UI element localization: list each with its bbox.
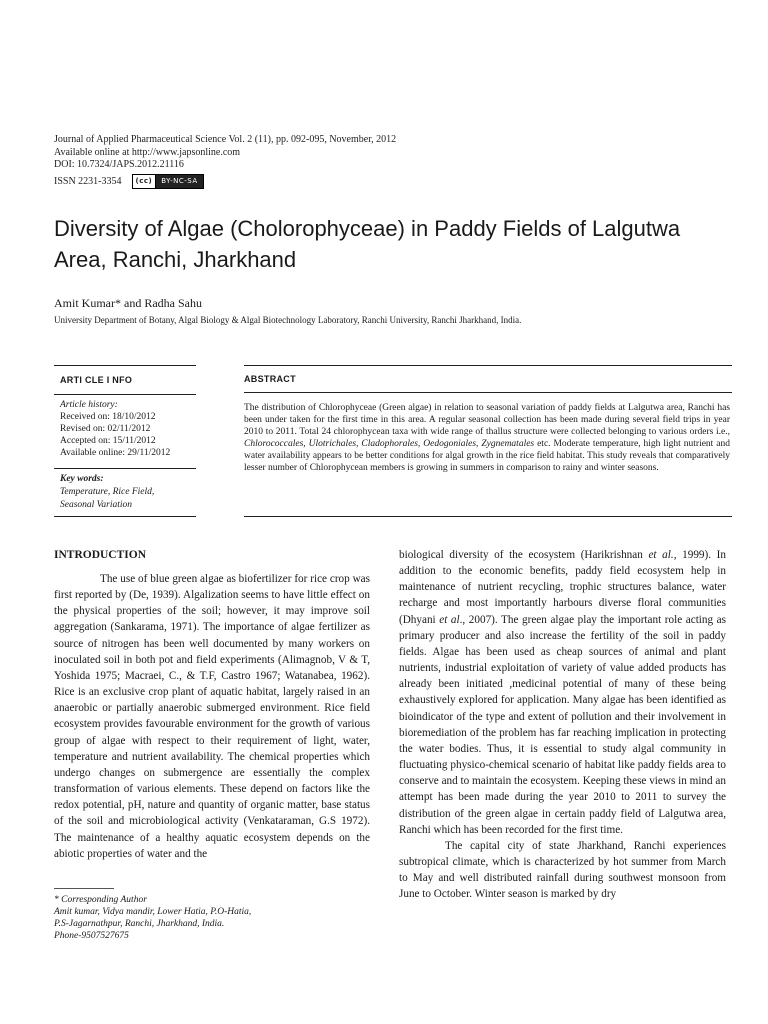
info-top-rule: [54, 365, 196, 366]
footnote-line-1: * Corresponding Author: [54, 895, 147, 905]
intro-right-column: [399, 547, 726, 902]
info-bottom-rule: [54, 516, 196, 517]
intro-left-column: [54, 571, 370, 862]
abstract-text-2: etc. Moderate temperature, high light nutrient and water availability appears to be better conditions for algal growth in the rice field habitat. This study reveals that comparatively lesser number of Chlorophycean members is growing in summers in comparison to rainy and winter seasons.: [244, 439, 730, 474]
abstract-top-rule: [244, 365, 732, 366]
cc-license-badge: [132, 174, 204, 189]
affiliation: University Department of Botany, Algal Biology & Algal Biotechnology Laboratory, Ranchi University, Ranchi Jharkhand, India.: [54, 315, 522, 325]
intro-text-b: , 1999). In addition to the economic benefits, paddy field ecosystem help in maintenance of nutrient recycling, trophic structures balance, water recharge and most importantly harbours diverse floral communities (Dhyani: [399, 549, 726, 626]
authors: Amit Kumar* and Radha Sahu: [54, 296, 202, 310]
footnote-line-4: Phone-9507527675: [54, 931, 129, 941]
introduction-heading: INTRODUCTION: [54, 549, 147, 561]
article-history: [60, 399, 170, 459]
online-date: Available online: 29/11/2012: [60, 448, 171, 458]
keywords-line-2: Seasonal Variation: [60, 500, 133, 510]
et-al-2: et al: [439, 613, 460, 626]
abstract-body: [244, 402, 730, 475]
abstract-bottom-rule: [244, 516, 732, 517]
doi-line: DOI: 10.7324/JAPS.2012.21116: [54, 159, 184, 170]
footnote-rule: [54, 888, 114, 889]
intro-paragraph-1: The use of blue green algae as biofertilizer for rice crop was first reported by (De, 1939). Algalization seems to have little effect on the physical properties of the soil; however, it may improve soil aggregation (Sankarama, 1971). The importance of algae fertilizer as source of nitrogen has been well documented by many workers on inoculated soil in both pot and field experiments (Alimagnob, V & T, Yoshida 1975; Macraei, C., & T.F, Castro 1967; Watanabea, 1962). Rice is an exclusive crop plant of aquatic habitat, largely raised in an anaerobic or partially anaerobic submerged environment. Rice field ecosystem provides favourable environment for the growth of various group of algae with respect to their requirement of light, water, temperature and nutrient availability. The chemical properties which undergo changes on submergence are essentially the complex transformation of various elements. These depend on factors like the redox potential, pH, nature and quantity of organic matter, base status of the soil and microbiological activity (Venkataraman, G.S 1972). The maintenance of a healthy aquatic ecosystem depends on the abiotic properties of water and the: [54, 573, 370, 860]
intro-text-a: biological diversity of the ecosystem (Harikrishnan: [399, 549, 649, 561]
keywords-line-1: Temperature, Rice Field,: [60, 487, 155, 497]
abstract-orders: Chlorococcales, Ulotrichales, Cladophorales, Oedogoniales, Zygnematales: [244, 439, 535, 450]
history-label: Article history:: [60, 400, 118, 410]
issn-line: ISSN 2231-3354: [54, 176, 122, 187]
intro-text-c: ., 2007). The green algae play the important role acting as primary producer and also increase the fertility of the soil in paddy fields. Algae has been used as cheap sources of animal and plant nutrients, industrial exploitation of variety of value added products has already been initiated ,medicinal potential of many of these being exhaustively explored for application. Many algae has been identified as bioindicator of the type and extent of pollution and their involvement in bioremediation of the problem has far reaching implication in protecting the water bodies. Thus, it is essential to study algal community in fluctuating physico-chemical scenario of habitat like paddy fields area to conserve and to maintain the ecosystem. Keeping these views in mind an attempt has been made during the year 2010 to 2011 to survey the distribution of the green algae in certain paddy field of Lalgutwa area, Ranchi which has been recorded for the first time.: [399, 613, 726, 836]
article-info-heading: ARTI CLE I NFO: [60, 375, 133, 385]
intro-paragraph-3: The capital city of state Jharkhand, Ranchi experiences subtropical climate, which is characterized by hot summer from March to May and well distributed rainfall during southwest monsoon from June to October. Winter season is marked by dry: [399, 839, 726, 901]
received-date: Received on: 18/10/2012: [60, 412, 156, 422]
footnote-line-2: Amit kumar, Vidya mandir, Lower Hatia, P.O-Hatia,: [54, 907, 252, 917]
abstract-heading: ABSTRACT: [244, 374, 296, 384]
abstract-head-rule: [244, 392, 732, 393]
keywords-label: Key words:: [60, 474, 104, 484]
keywords-block: [60, 473, 154, 512]
footnote: [54, 894, 251, 942]
info-mid-rule: [54, 468, 196, 469]
abstract-text-1: The distribution of Chlorophyceae (Green algae) in relation to seasonal variation of paddy fields at Lalgutwa area, Ranchi has been under taken for the first time in this area. A regular seasonal collection has been made during several field trips in year 2010 to 2011. Total 24 chlorophycean taxa with wide range of thallus structure were collected belonging to various orders i.e.,: [244, 403, 730, 438]
info-head-rule: [54, 394, 196, 395]
accepted-date: Accepted on: 15/11/2012: [60, 436, 156, 446]
footnote-line-3: P.S-Jagarnathpur, Ranchi, Jharkhand, India.: [54, 919, 225, 929]
issn-row: [54, 174, 204, 189]
revised-date: Revised on: 02/11/2012: [60, 424, 151, 434]
et-al-1: et al.: [648, 549, 674, 561]
paper-title: Diversity of Algae (Cholorophyceae) in Paddy Fields of Lalgutwa Area, Ranchi, Jharkhand: [54, 216, 681, 272]
license-label: BY-NC-SA: [156, 175, 202, 188]
cc-icon: (cc): [133, 175, 157, 188]
availability-line: Available online at http://www.japsonline.com: [54, 147, 241, 158]
journal-citation: Journal of Applied Pharmaceutical Science Vol. 2 (11), pp. 092-095, November, 2012: [54, 134, 397, 145]
intro-paragraph-2: [399, 547, 726, 838]
